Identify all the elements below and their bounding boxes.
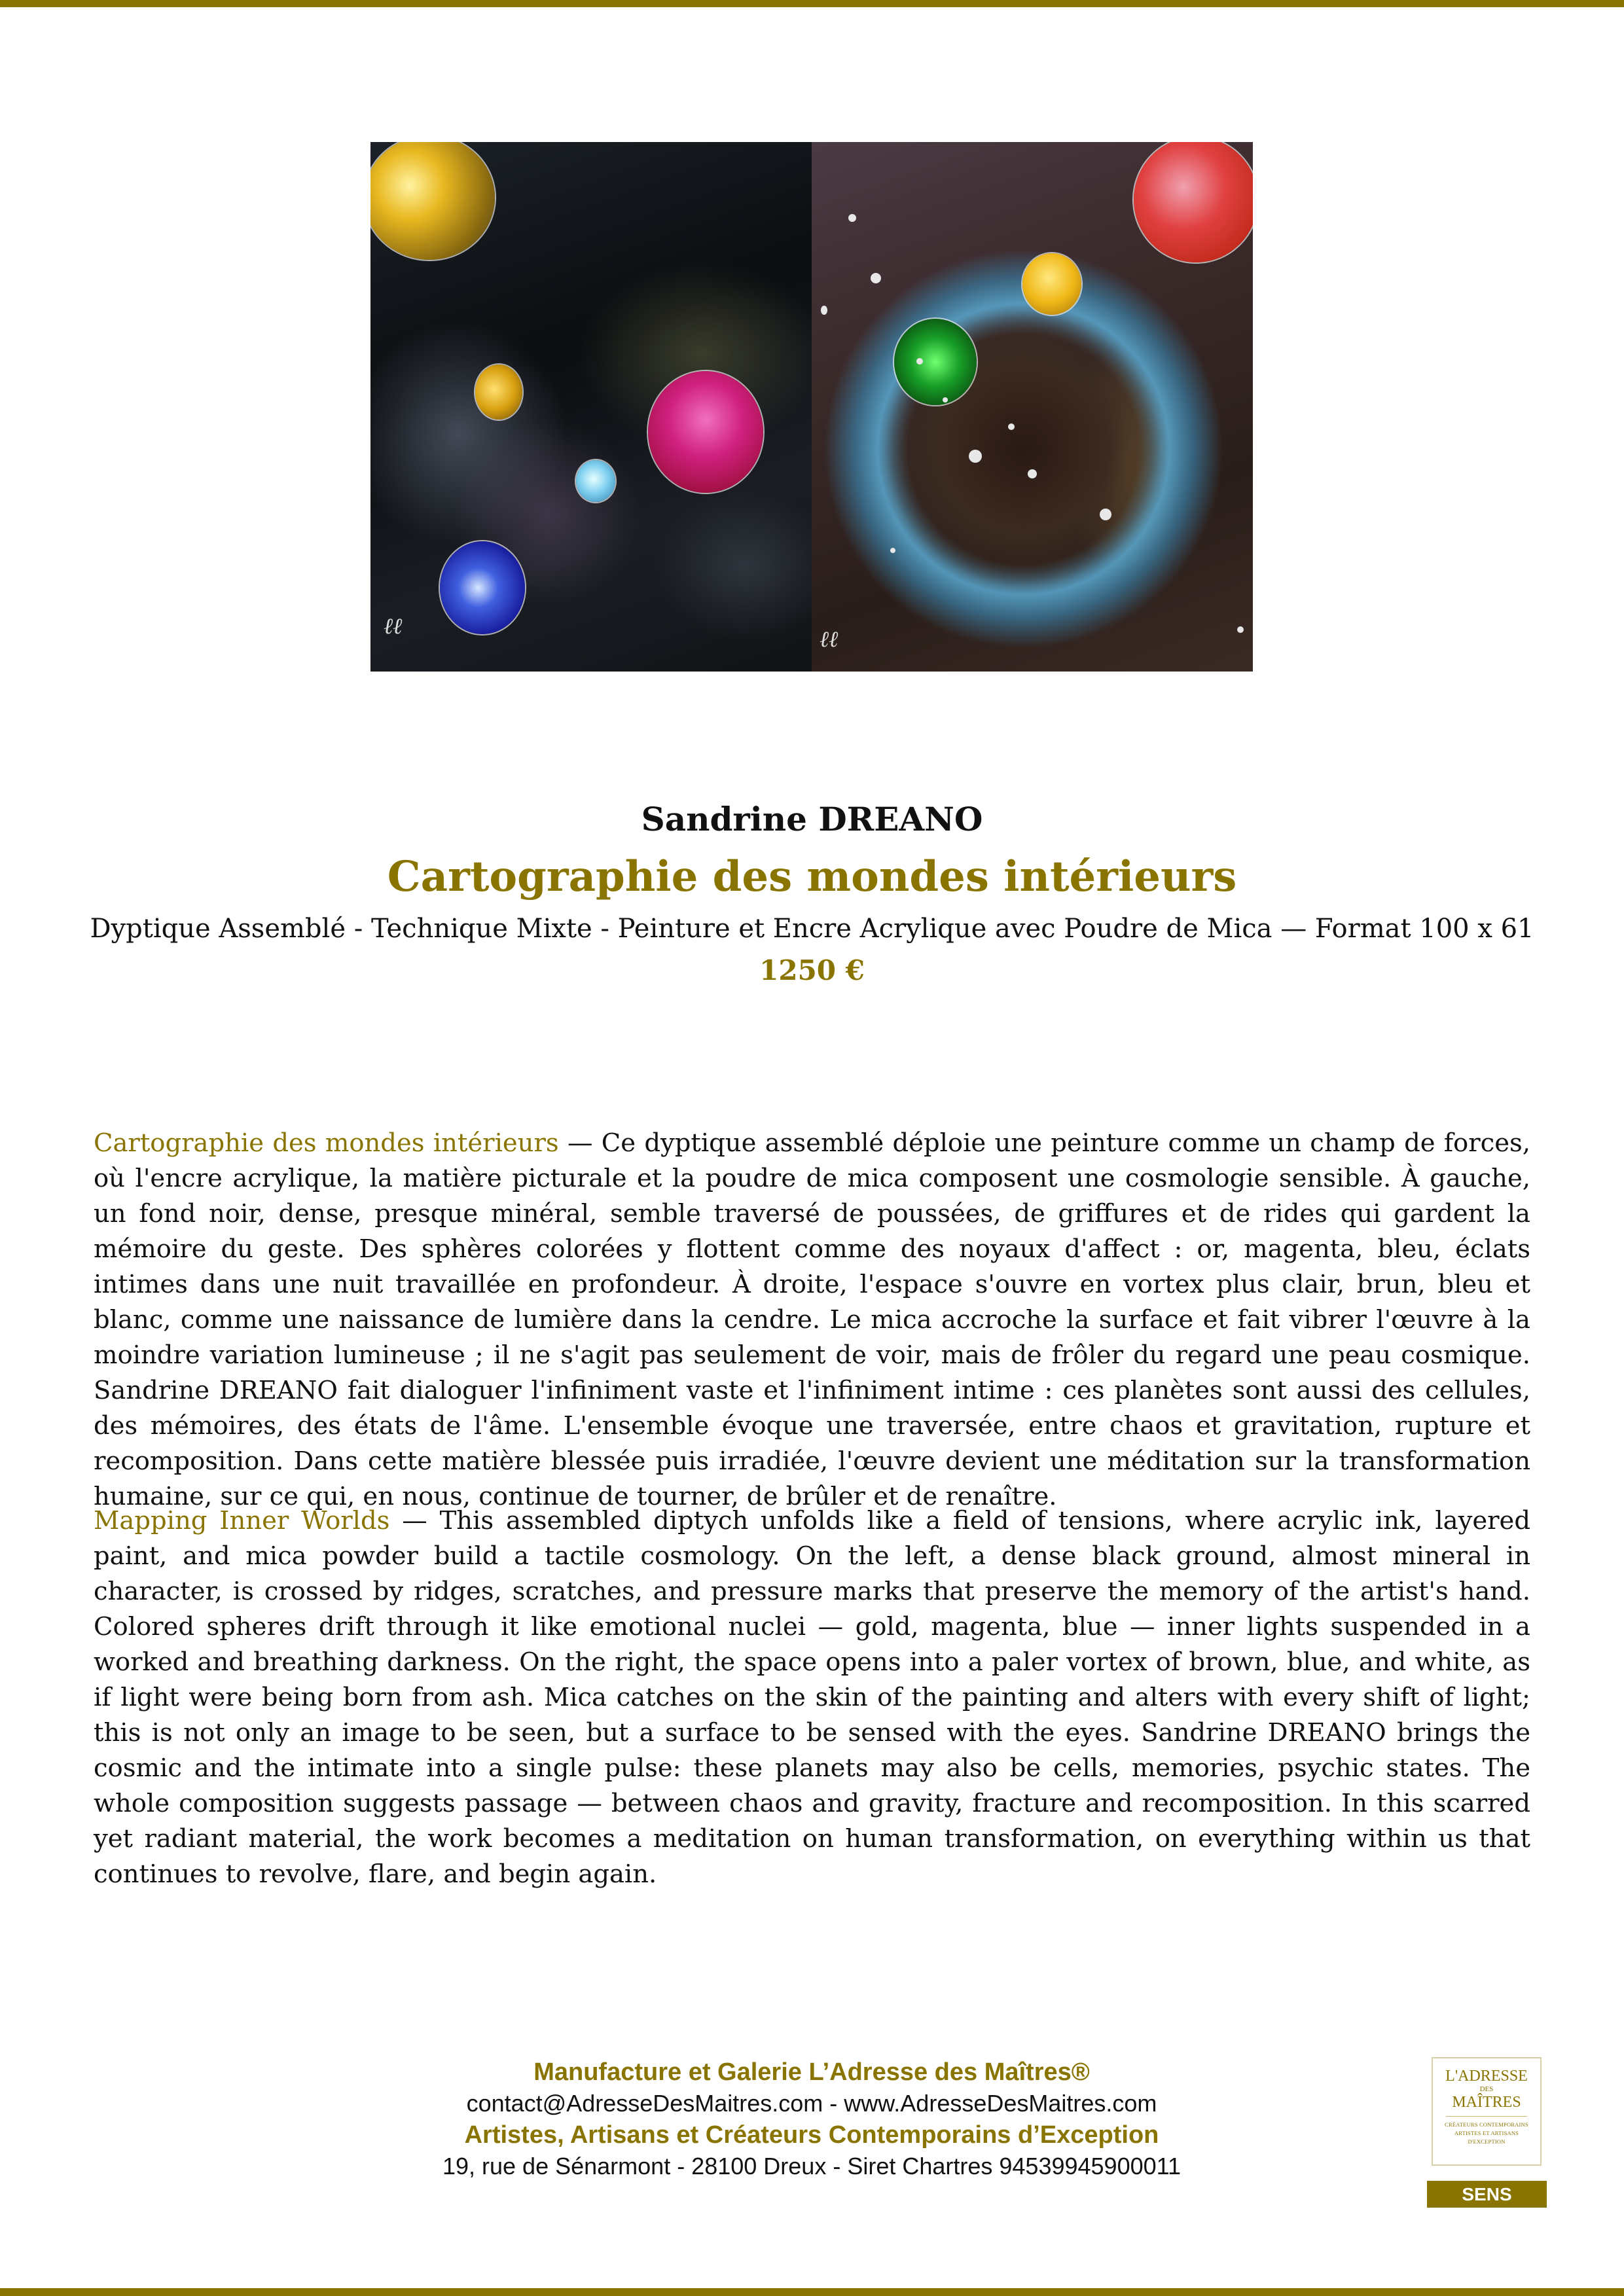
artist-signature-left: ℓℓ <box>384 613 403 639</box>
artwork-title: Cartographie des mondes intérieurs <box>387 852 1237 901</box>
logo-small-2: ARTISTES ET ARTISANS <box>1454 2130 1519 2136</box>
logo-small-1: CRÉATEURS CONTEMPORAINS <box>1445 2121 1528 2128</box>
magenta-sphere <box>648 371 763 493</box>
gallery-tagline: Artistes, Artisans et Créateurs Contemporains d’Exception <box>464 2121 1159 2149</box>
paint-splash <box>848 214 856 222</box>
artwork-image <box>370 142 1253 672</box>
description-french-lead: Cartographie des mondes intérieurs <box>94 1128 559 1158</box>
artist-signature-right: ℓℓ <box>820 626 839 653</box>
gallery-logo <box>1432 2057 1542 2166</box>
yellow-sphere-small <box>1022 253 1081 315</box>
paint-splash <box>821 306 827 315</box>
deep-blue-sphere <box>440 541 525 634</box>
description-english-text: — This assembled diptych unfolds like a field of tensions, where acrylic ink, layered paint, and mica powder build a tactile cosmology. On the left, a dense black ground, almost mineral in character, is crossed by ridges, scratches, and pressure marks that preserve the memory of the artist's hand. Colored spheres drift through it like emotional nuclei — gold, magenta, blue — inner lights suspended in a worked and breathing darkness. On the right, the space opens into a paler vortex of brown, blue, and white, as if light were being born from ash. Mica catches on the skin of the painting and alters with every shift of light; this is not only an image to be seen, but a surface to be sensed with the eyes. Sandrine DREANO brings the cosmic and the intimate into a single pulse: these planets may also be cells, memories, psychic states. The whole composition suggests passage — between chaos and gravity, fracture and recomposition. In this scarred yet radiant material, the work becomes a meditation on human transformation, on everything within us that continues to revolve, flare, and begin again. <box>94 1506 1530 1889</box>
green-sphere <box>894 319 977 405</box>
artwork-left-panel <box>370 142 812 672</box>
artwork-price: 1250 € <box>759 954 865 986</box>
paint-splash <box>1100 509 1111 520</box>
logo-line-1: L'ADRESSE <box>1445 2068 1528 2085</box>
artwork-right-panel <box>812 142 1253 672</box>
paint-splash <box>1008 423 1015 430</box>
paint-splash <box>969 450 982 463</box>
artist-name: Sandrine DREANO <box>641 800 983 838</box>
logo-small-3: D'EXCEPTION <box>1468 2138 1506 2145</box>
paint-splash <box>943 397 948 403</box>
contact-line[interactable]: contact@AdresseDesMaitres.com - www.AdresseDesMaitres.com <box>466 2090 1157 2117</box>
bottom-accent-bar <box>0 2288 1624 2296</box>
paint-splash <box>871 273 881 283</box>
description-french <box>94 1126 1530 1515</box>
red-sphere <box>1134 142 1253 262</box>
yellow-sphere <box>370 142 495 260</box>
sens-badge: SENS <box>1427 2181 1547 2208</box>
footer <box>406 2056 1218 2182</box>
description-english-lead: Mapping Inner Worlds <box>94 1506 390 1535</box>
description-french-text: — Ce dyptique assemblé déploie une peinture comme un champ de forces, où l'encre acrylique, la matière picturale et la poudre de mica composent une cosmologie sensible. À gauche, un fond noir, dense, presque minéral, semble traversé de poussées, de griffures et de rides qui gardent la mémoire du geste. Des sphères colorées y flottent comme des noyaux d'affect : or, magenta, bleu, éclats intimes dans une nuit travaillée en profondeur. À droite, l'espace s'ouvre en vortex plus clair, brun, bleu et blanc, comme une naissance de lumière dans la cendre. Le mica accroche la surface et fait vibrer l'œuvre à la moindre variation lumineuse ; il ne s'agit pas seulement de voir, mais de frôler du regard une peau cosmique. Sandrine DREANO fait dialoguer l'infiniment vaste et l'infiniment intime : ces planètes sont aussi des cellules, des mémoires, des états de l'âme. L'ensemble évoque une traversée, entre chaos et gravitation, rupture et recomposition. Dans cette matière blessée puis irradiée, l'œuvre devient une méditation sur la transformation humaine, sur ce qui, en nous, continue de tourner, de brûler et de renaître. <box>94 1128 1530 1511</box>
gallery-name: Manufacture et Galerie L’Adresse des Maîtres® <box>533 2058 1090 2086</box>
description-english <box>94 1503 1530 1892</box>
paint-splash <box>890 548 895 553</box>
gold-sphere <box>475 365 522 420</box>
logo-line-3: MAÎTRES <box>1452 2094 1521 2111</box>
logo-line-2: DES <box>1479 2085 1494 2093</box>
top-accent-bar <box>0 0 1624 7</box>
artwork-details: Dyptique Assemblé - Technique Mixte - Peinture et Encre Acrylique avec Poudre de Mica — Format 100 x 61 <box>90 914 1534 944</box>
light-blue-sphere <box>576 460 615 502</box>
paint-splash <box>916 358 923 365</box>
paint-splash <box>1028 469 1037 478</box>
gallery-address: 19, rue de Sénarmont - 28100 Dreux - Siret Chartres 94539945900011 <box>442 2153 1182 2179</box>
paint-splash <box>1237 626 1244 633</box>
logo-divider <box>1446 2116 1527 2117</box>
